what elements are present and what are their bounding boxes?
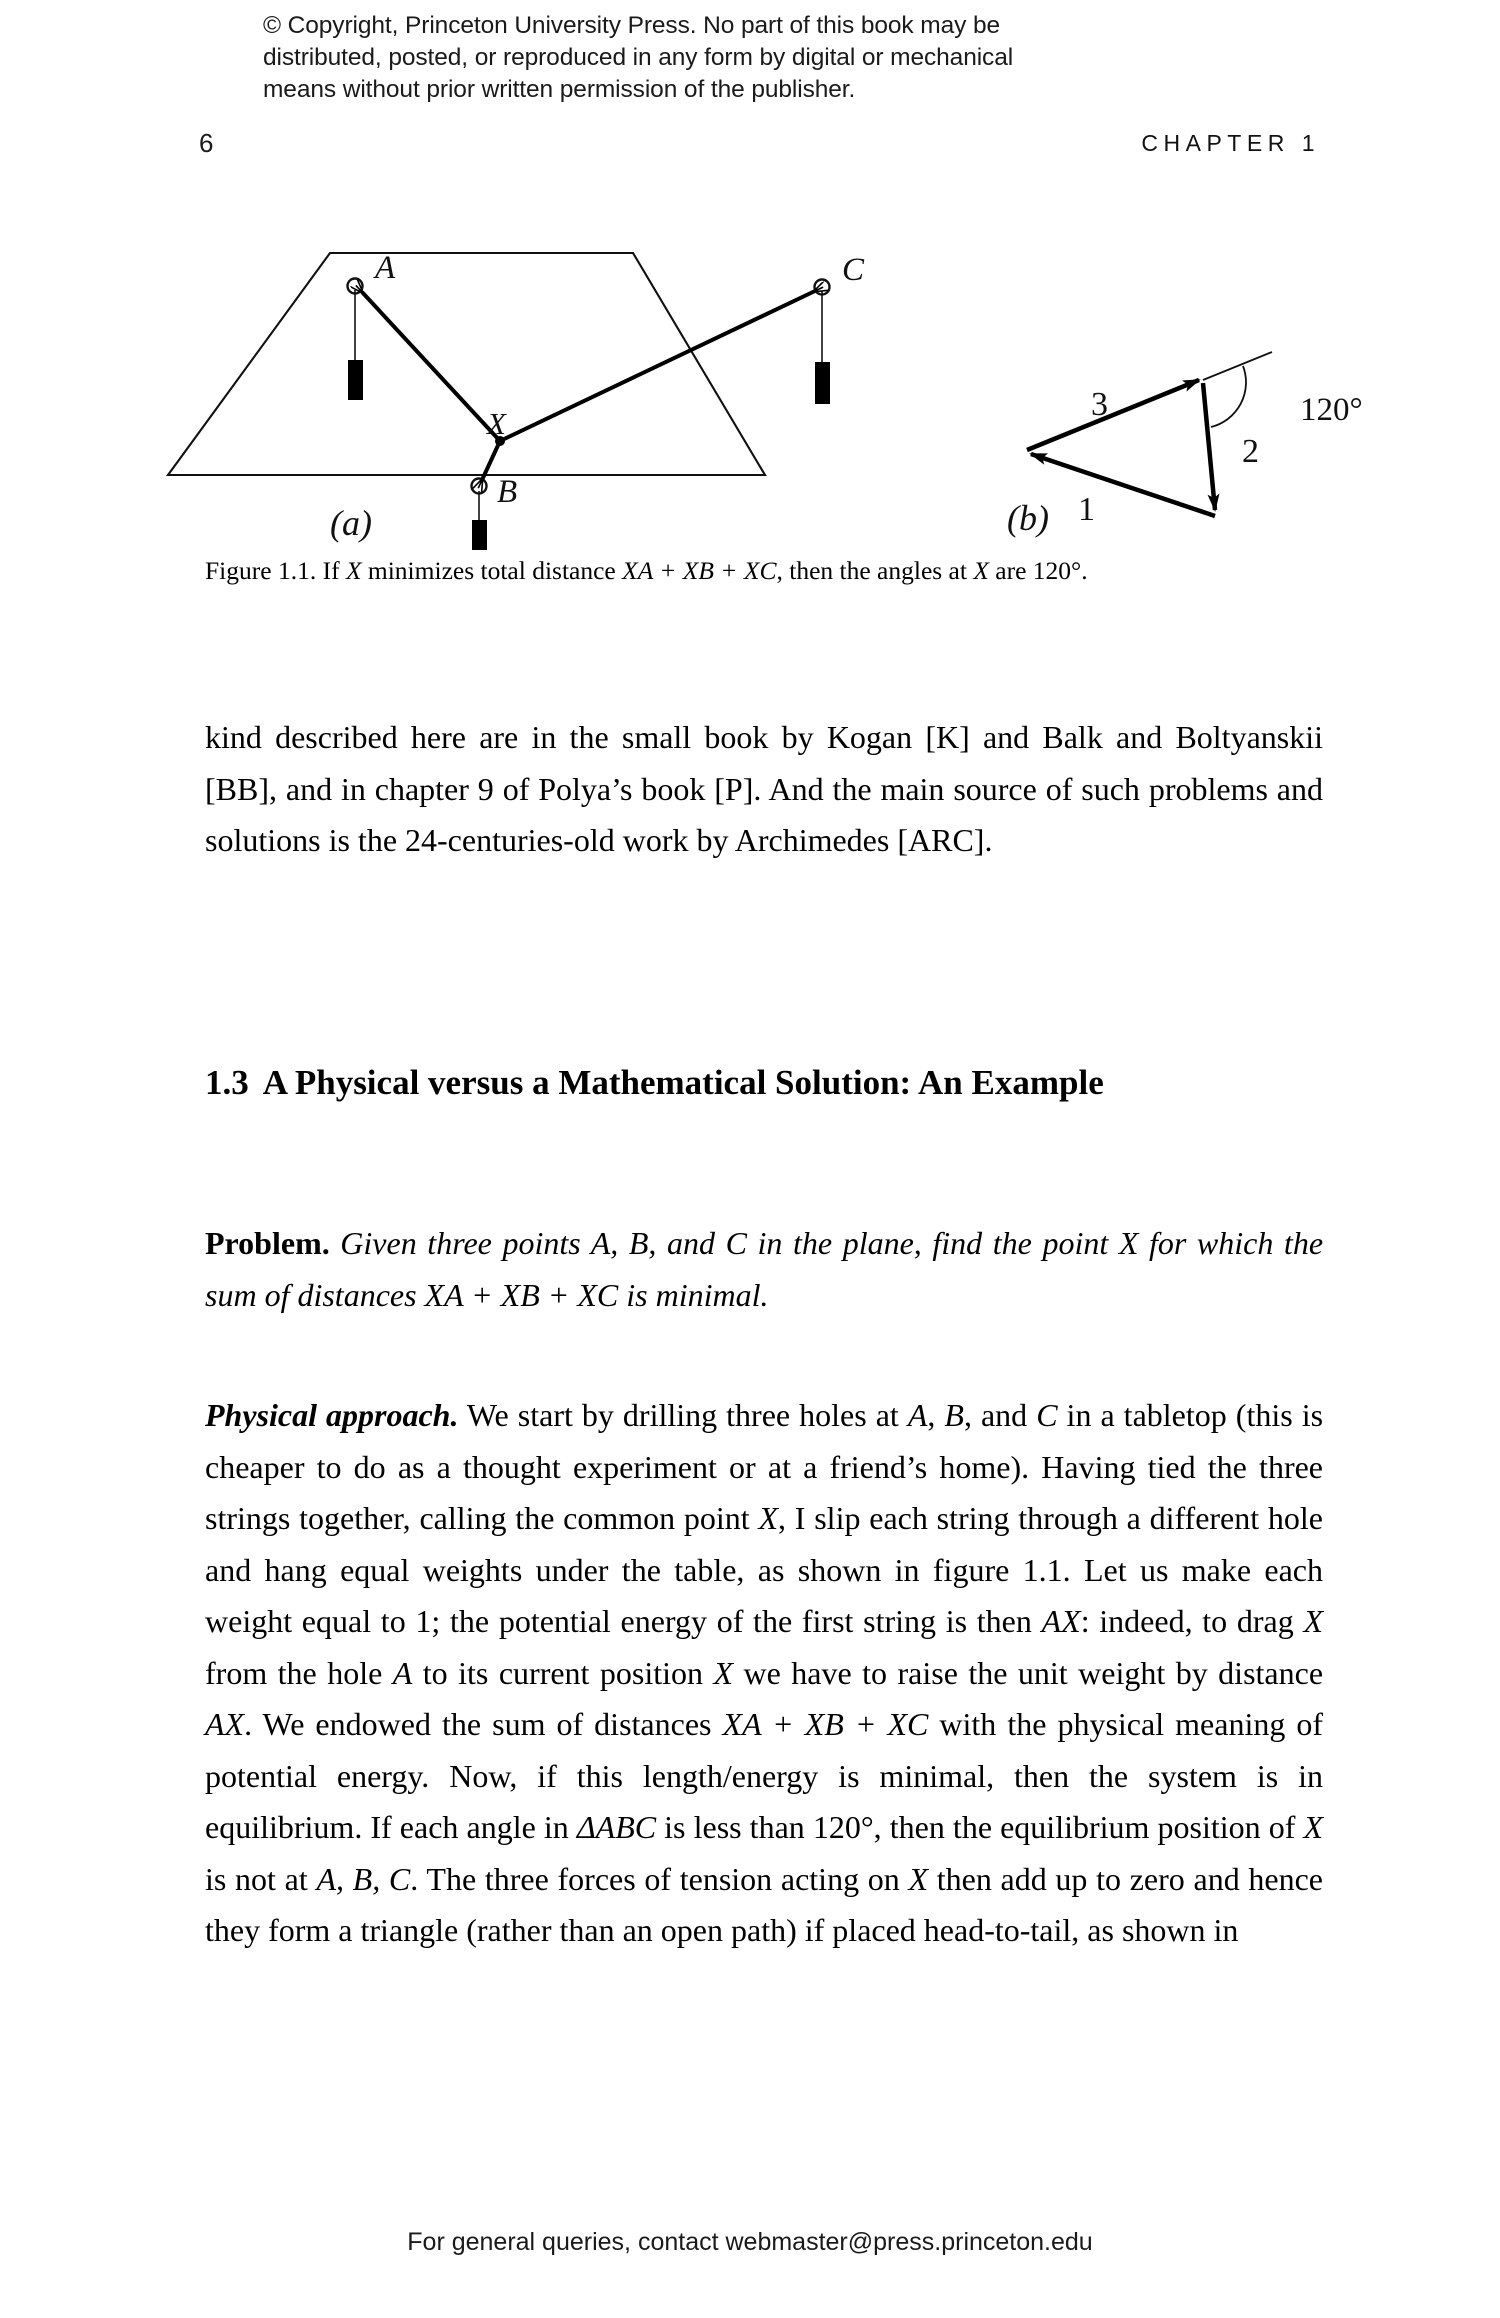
string-x-to-c <box>500 291 815 441</box>
page-number: 6 <box>199 128 214 158</box>
approach-m2: B <box>944 1397 964 1433</box>
problem-part-1: Given three points <box>329 1225 591 1261</box>
approach-s15: then add up to zero and hence they form a triangle (rather than an open path) if placed head-to-tail, as shown in <box>205 1860 1324 1948</box>
approach-s13: is not at <box>205 1860 317 1897</box>
approach-m11: ΔABC <box>576 1809 657 1845</box>
approach-lead: Physical approach. <box>205 1397 459 1433</box>
running-head <box>0 128 1500 162</box>
figure-caption-math-2: XA + XB + XC <box>622 556 777 585</box>
tabletop-plane <box>168 253 765 475</box>
approach-m6: X <box>1303 1603 1324 1639</box>
figure-caption-text-1: If <box>316 556 346 585</box>
copyright-line-1: © Copyright, Princeton University Press. No part of this book may be <box>263 12 1001 39</box>
problem-part-3: in the plane, find the point <box>746 1225 1119 1261</box>
approach-m3: C <box>1036 1397 1058 1433</box>
problem-part-5: is minimal. <box>618 1276 769 1313</box>
approach-s4: in a tabletop (this is cheaper to do as a thought experiment or at a friend’s home). Having tied the three strings together, calling the common point <box>205 1397 1324 1536</box>
label-angle-120: 120° <box>1300 392 1363 428</box>
figure-caption-math-3: X <box>973 556 989 585</box>
label-vector-1: 1 <box>1078 491 1095 528</box>
chapter-label: CHAPTER 1 <box>1141 130 1320 156</box>
approach-s5: , I slip each string through a different hole and hang equal weights under the table, as shown in figure 1.1. Let us make each weight equal to 1; the potential energy of the first string is then <box>205 1500 1324 1639</box>
figure-caption-text-4: are 120°. <box>988 556 1088 585</box>
approach-m1: A <box>907 1397 928 1433</box>
panel-b-label: (b) <box>1007 498 1049 538</box>
copyright-line-2: distributed, posted, or reproduced in any form by digital or mechanical <box>263 44 1014 71</box>
problem-math-c: C <box>725 1225 747 1261</box>
approach-m14: X <box>908 1860 929 1897</box>
figure-panel-b <box>1007 352 1363 538</box>
page-footer: For general queries, contact webmaster@press.princeton.edu <box>407 2228 1093 2256</box>
copyright-notice <box>263 10 1223 106</box>
physical-approach-text <box>205 1390 1323 1957</box>
problem-math-ab: A, B, <box>590 1225 657 1261</box>
problem-math-x: X <box>1118 1225 1139 1261</box>
figure-caption-text-3: , then the angles at <box>776 556 974 585</box>
label-vector-3: 3 <box>1091 386 1108 423</box>
approach-m4: X <box>758 1500 779 1536</box>
label-point-b: B <box>497 474 518 510</box>
approach-s14: . The three forces of tension acting on <box>410 1860 909 1897</box>
approach-m13: A, B, C <box>316 1860 411 1897</box>
approach-m5: AX <box>1041 1603 1081 1639</box>
physical-approach-paragraph <box>205 1390 1323 1957</box>
problem-part-2: and <box>656 1225 726 1261</box>
weight-b <box>472 520 487 550</box>
figure-1-1 <box>0 190 1500 550</box>
problem-statement-text <box>205 1218 1323 1321</box>
approach-m12: X <box>1303 1809 1324 1845</box>
label-point-x: X <box>487 406 506 441</box>
section-heading <box>205 1059 1323 1106</box>
figure-caption <box>205 552 1325 589</box>
approach-s2: , <box>927 1397 945 1433</box>
panel-a-label: (a) <box>330 503 372 543</box>
label-vector-2: 2 <box>1242 433 1259 470</box>
approach-m9: AX <box>205 1706 245 1742</box>
copyright-line-3: means without prior written permission of the publisher. <box>263 76 856 103</box>
vector-3-extension <box>1203 352 1272 380</box>
figure-caption-text-2: minimizes total distance <box>361 556 623 585</box>
approach-s8: to its current position <box>412 1654 714 1691</box>
approach-m8: X <box>713 1654 734 1691</box>
paragraph-sources <box>205 712 1323 867</box>
approach-s11: with the physical meaning of potential energy. Now, if this length/energy is minimal, then the system is in equilibrium. If each angle in <box>205 1706 1324 1845</box>
force-vector-1 <box>1031 454 1215 516</box>
label-point-a: A <box>375 250 396 286</box>
figure-panel-a <box>168 250 865 550</box>
approach-s3: , and <box>963 1397 1037 1433</box>
problem-part-4: for which the sum of distances <box>205 1225 1324 1313</box>
approach-s6: : indeed, to drag <box>1080 1603 1304 1639</box>
section-title: A Physical versus a Mathematical Solution: An Example <box>262 1063 1104 1103</box>
problem-statement <box>205 1218 1323 1321</box>
approach-m7: A <box>392 1654 413 1691</box>
approach-s12: is less than 120°, then the equilibrium position of <box>656 1809 1304 1845</box>
string-x-to-a <box>362 292 500 441</box>
problem-lead: Problem. <box>205 1225 330 1261</box>
figure-caption-number: Figure 1.1. <box>205 556 317 585</box>
label-point-c: C <box>842 252 865 288</box>
paragraph-sources-text: kind described here are in the small book by Kogan [K] and Balk and Boltyanskii [BB], and in chapter 9 of Polya’s book [P]. And the main source of such problems and solutions is the 24-centuries-old work by Archimedes [ARC]. <box>205 719 1323 858</box>
weight-a <box>348 360 363 400</box>
approach-s9: we have to raise the unit weight by distance <box>733 1654 1324 1691</box>
figure-caption-math-1: X <box>345 556 362 585</box>
approach-m10: XA + XB + XC <box>722 1706 929 1742</box>
section-number: 1.3 <box>205 1063 249 1103</box>
approach-s7: from the hole <box>205 1654 393 1691</box>
approach-s1: We start by drilling three holes at <box>458 1397 908 1433</box>
force-vector-2 <box>1203 383 1215 510</box>
problem-math-sum: XA + XB + XC <box>424 1276 619 1313</box>
approach-s10: . We endowed the sum of distances <box>244 1706 723 1742</box>
force-vector-3 <box>1027 380 1199 450</box>
weight-c <box>815 362 830 404</box>
